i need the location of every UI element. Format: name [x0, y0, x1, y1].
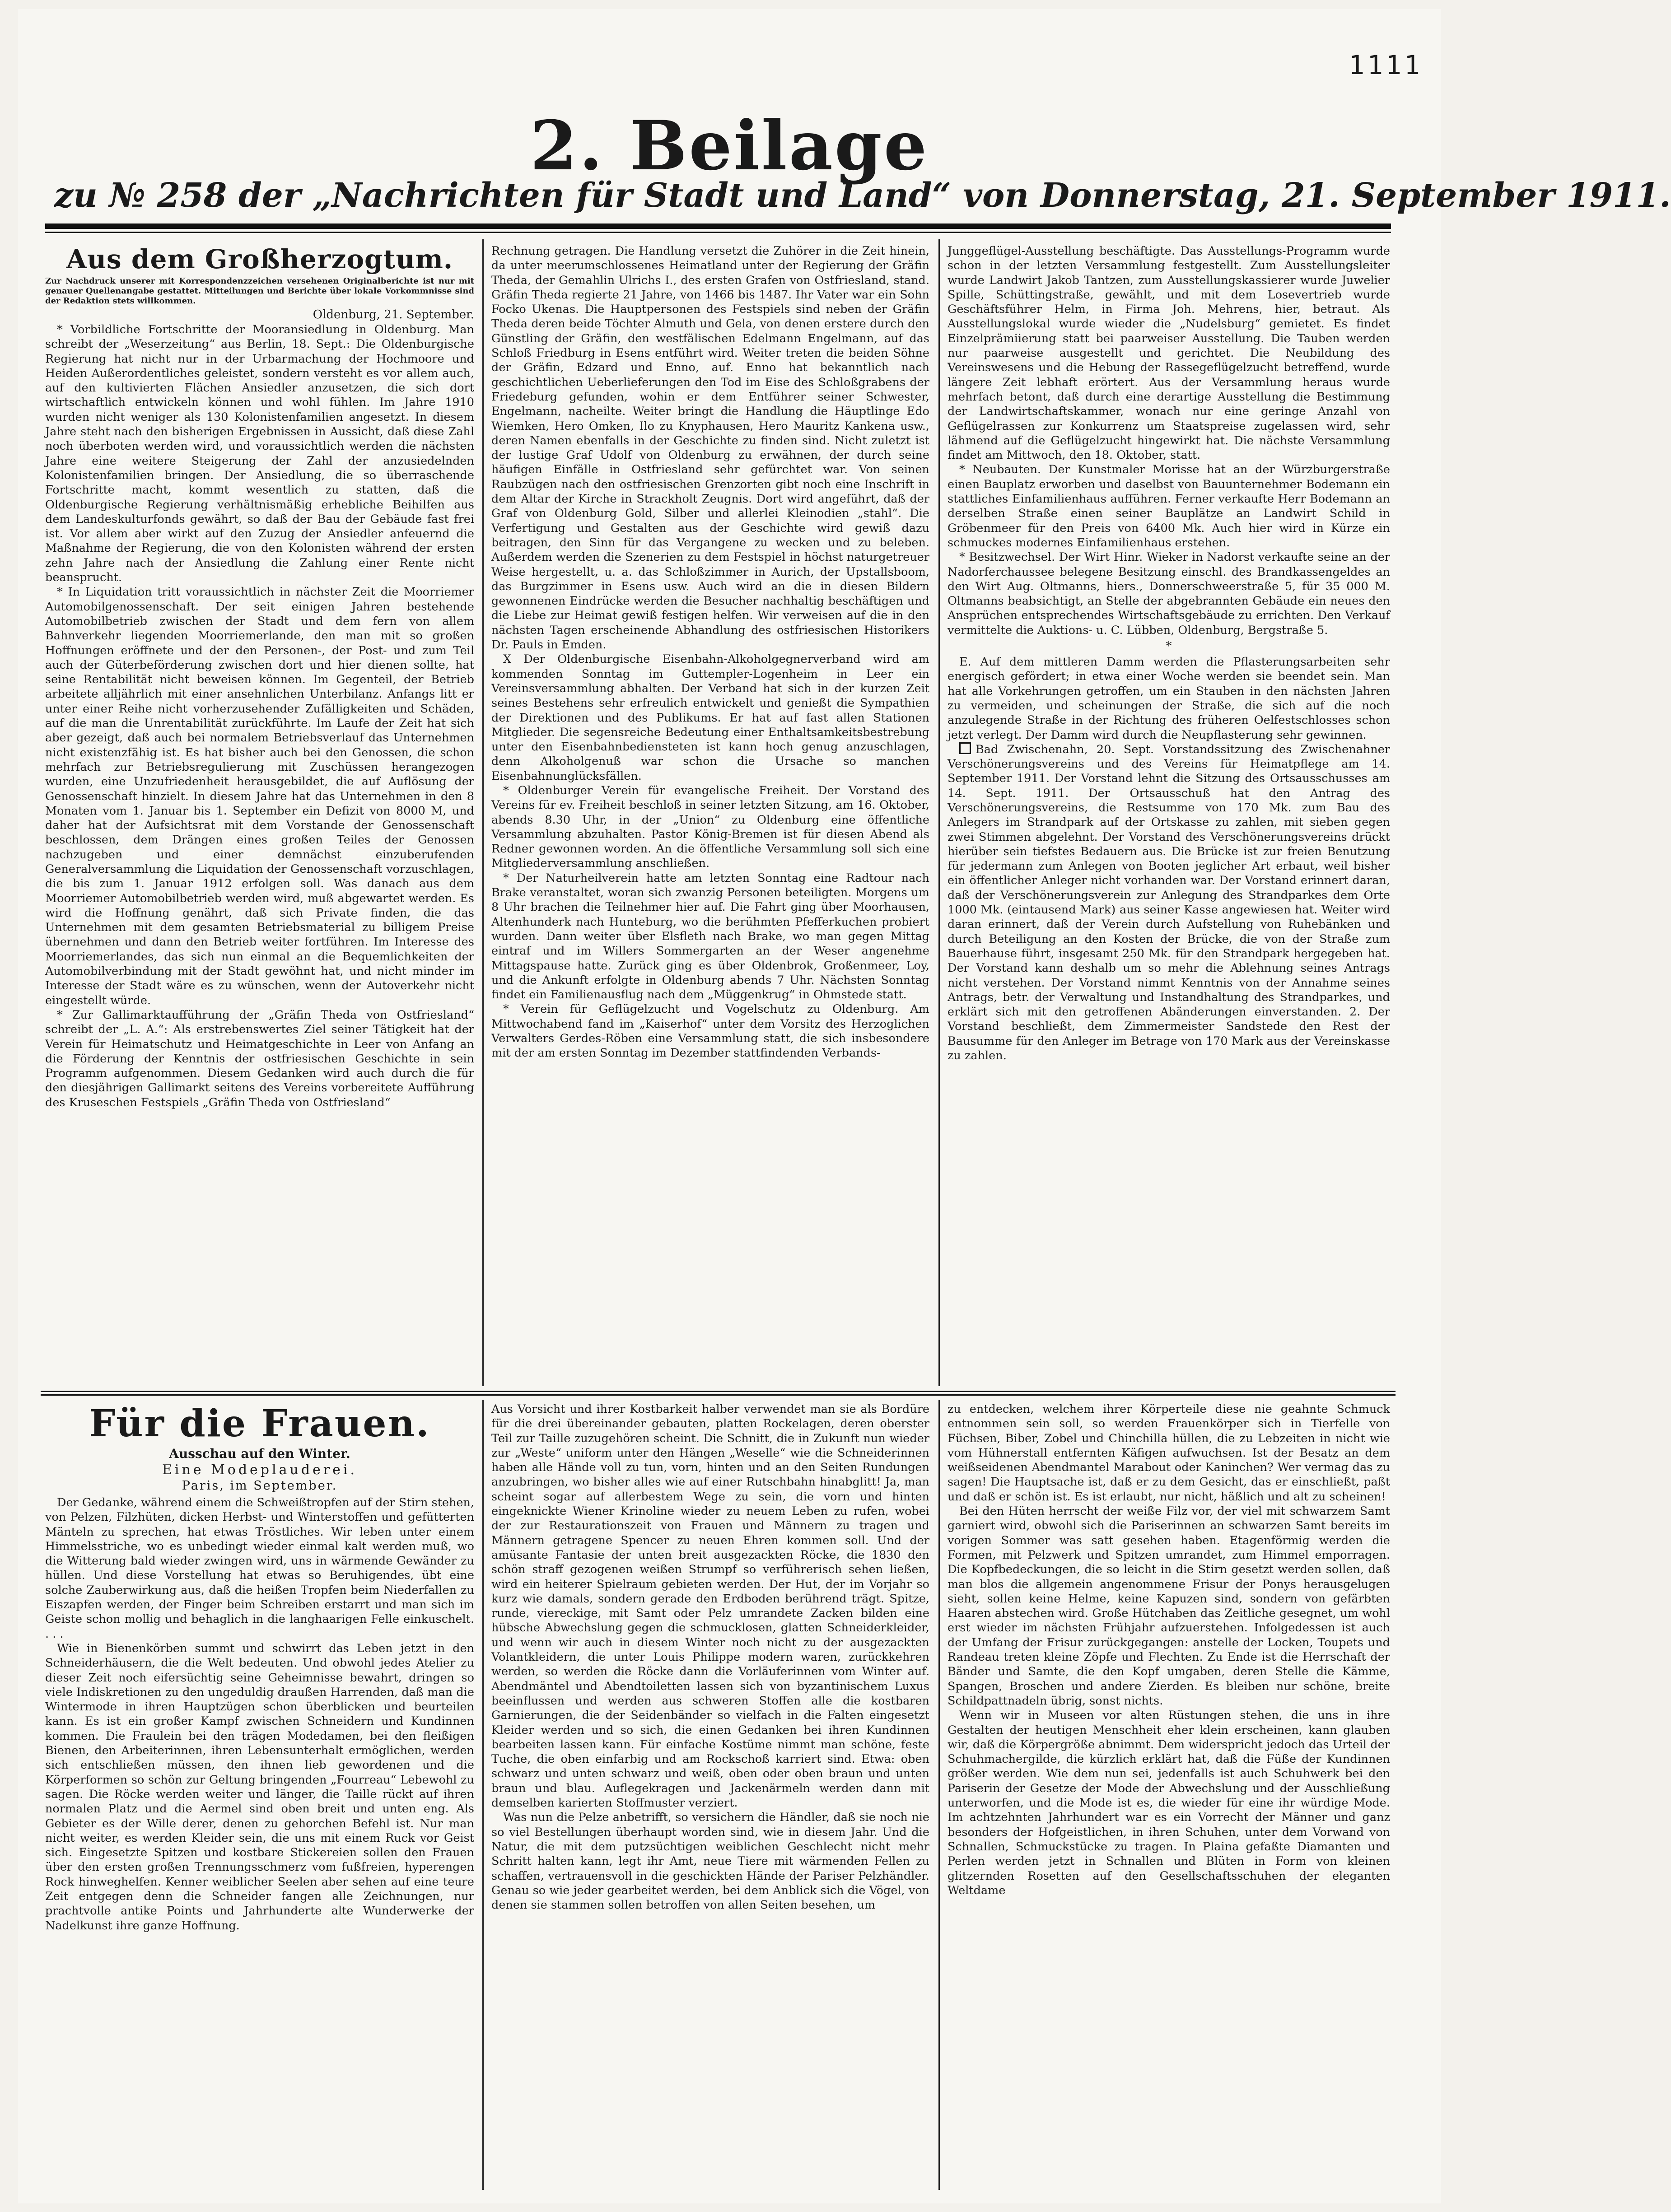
column-frauen-1: [45, 1402, 474, 2190]
article-paragraph: * Zur Gallimarktaufführung der „Gräfin Theda von Ostfriesland“ schreibt der „L. A.“: Als erstrebenswertes Ziel seiner Tätigkeit hat der Verein für Heimatschutz und Heimatgeschichte in Leer von Anfang an die Förderung der Kenntnis der ostfriesischen Geschichte in sein Programm aufgenommen. Diesem Gedanken wird auch durch die für den diesjährigen Gallimarkt seitens des Vereins vorbereitete Aufführung des Kruseschen Festspiels „Gräfin Theda von Ostfriesland“: [45, 1008, 474, 1109]
article-paragraph: Bei den Hüten herrscht der weiße Filz vor, der viel mit schwarzem Samt garniert wird, obwohl sich die Pariserinnen an schwarzen Samt bereits im vorigen Sommer was satt gesehen haben. Etagenförmig werden die Formen, mit Pelzwerk und Spitzen umrandet, zum Himmel emporragen. Die Kopfbedeckungen, die so leicht in die Stirn gesetzt werden sollen, daß man blos die allgemein angenommene Frisur der Ponys herausgelugen sieht, sollen keine Helme, keine Kapuzen sind, sondern von gefärbten Haaren abstechen wird. Große Hütchaben das Zeitliche gesegnet, um wohl erst wieder im nächsten Frühjahr aufzuerstehen. Infolgedessen ist auch der Umfang der Frisur zurückgegangen: anstelle der Locken, Toupets und Randeau treten kleine Zöpfe und Flechten. Zu Ende ist die Herrschaft der Bänder und Samte, die den Kopf umgaben, deren Stelle die Kämme, Spangen, Broschen und andere Zierden. Es bleiben nur schöne, breite Schildpattnadeln übrig, sonst nichts.: [948, 1504, 1390, 1708]
article-paragraph: Junggeflügel-Ausstellung beschäftigte. Das Ausstellungs-Programm wurde schon in der letzten Versammlung festgestellt. Zum Ausstellungsleiter wurde Landwirt Jakob Tantzen, zum Ausstellungskassierer wurde Juwelier Spille, Schüttingstraße, gewählt, und mit dem Losevertrieb wurde Geschäftsführer Helm, in Firma Joh. Mehrens, hier, betraut. Als Ausstellungslokal wurde wieder die „Nudelsburg“ gemietet. Es findet Einzelprämiierung statt bei paarweiser Ausstellung. Die Tauben werden nur paarweise ausgestellt und gerichtet. Die Neubildung des Vereinswesens und die Hebung der Rassegeflügelzucht betreffend, wurde längere Zeit lebhaft erörtert. Aus der Versammlung heraus wurde mehrfach betont, daß durch eine derartige Ausstellung die Bestimmung der Landwirtschaftskammer, wonach nur eine geringe Anzahl von Geflügelrassen zur Konkurrenz um Staatspreise zugelassen wird, sehr lähmend auf die Geflügelzucht hingewirkt hat. Die nächste Versammlung findet am Mittwoch, den 18. Oktober, statt.: [948, 244, 1390, 462]
column-divider: [938, 1400, 940, 2190]
dateline: Oldenburg, 21. September.: [313, 308, 474, 321]
square-box-icon: [959, 742, 971, 754]
newspaper-page: [18, 9, 1671, 2203]
column-divider: [482, 239, 484, 1386]
article-paragraph: * Oldenburger Verein für evangelische Freiheit. Der Vorstand des Vereins für ev. Freiheit beschloß in seiner letzten Sitzung, am 16. Oktober, abends 8.30 Uhr, in der „Union“ zu Oldenburg eine öffentliche Versammlung abzuhalten. Pastor König-Bremen ist für diesen Abend als Redner gewonnen worden. An die öffentliche Versammlung soll sich eine Mitgliederversammlung anschließen.: [491, 783, 929, 871]
article-paragraph: * In Liquidation tritt voraussichtlich in nächster Zeit die Moorriemer Automobilgenossenschaft. Der seit einigen Jahren bestehende Automobilbetrieb zwischen der Stadt und dem fern von allem Bahnverkehr liegenden Moorriemerlande, den man mit so großen Hoffnungen eröffnete und der den Personen-, der Post- und zum Teil auch der Güterbeförderung zwischen dort und hier dienen sollte, hat seine Rentabilität nicht beweisen können. Im Gegenteil, der Betrieb arbeitete alljährlich mit einer ansehnlichen Unterbilanz. Anfangs litt er unter einer Reihe nicht vorherzusehender Zufälligkeiten und Schäden, auf die man die Unrentabilität zurückführte. Im Laufe der Zeit hat sich aber gezeigt, daß auch bei normalem Betriebsverlauf das Unternehmen nicht existenzfähig ist. Es hat bisher auch bei den Genossen, die schon mehrfach zur Betriebsregulierung mit Zuschüssen herangezogen wurden, eine Unzufriedenheit herausgebildet, die auf Auflösung der Genossenschaft hinzielt. In diesem Jahre hat das Unternehmen in den 8 Monaten vom 1. Januar bis 1. September ein Defizit von 8000 M, und daher hat der Aufsichtsrat mit dem Vorstande der Genossenschaft beschlossen, dem Drängen eines großen Teiles der Genossen nachzugeben und einer demnächst einzuberufenden Generalversammlung die Liquidation der Genossenschaft vorzuschlagen, die bis zum 1. Januar 1912 erfolgen soll. Was danach aus dem Moorriemer Automobilbetrieb werden wird, muß abgewartet werden. Es wird die Hoffnung genährt, daß sich Private finden, die das Unternehmen mit dem gesamten Betriebsmaterial zu billigem Preise übernehmen und dann den Betrieb weiter fortführen. Im Interesse des Moorriemerlandes, das sich nun einmal an die Bequemlichkeiten der Automobilverbindung mit der Stadt gewöhnt hat, und nicht minder im Interesse der Stadt wäre es zu wünschen, wenn der Autoverkehr nicht eingestellt würde.: [45, 585, 474, 1007]
section-heading: Aus dem Großherzogtum.: [66, 244, 453, 275]
article-paragraph: * Vorbildliche Fortschritte der Mooransiedlung in Oldenburg. Man schreibt der „Weserzeitung“ aus Berlin, 18. Sept.: Die Oldenburgische Regierung hat nicht nur in der Urbarmachung der Hochmoore und Heiden Außerordentliches geleistet, sondern versteht es vor allem auch, auf den kultivierten Flächen Ansiedler anzusetzen, die sich dort wirtschaftlich entwickeln können und wohl fühlen. Im Jahre 1910 wurden nicht weniger als 130 Kolonistenfamilien angesetzt. In diesem Jahre steht nach den bisherigen Ergebnissen in Aussicht, daß diese Zahl noch überboten werden wird, und voraussichtlich werden die nächsten Jahre eine weitere Steigerung der Zahl der anzusiedelnden Kolonistenfamilien bringen. Der Ansiedlung, die so überraschende Fortschritte macht, kommt wesentlich zu statten, daß die Oldenburgische Regierung verhältnismäßig erhebliche Beihilfen aus dem Landeskulturfonds gewährt, so daß der Bau der Gebäude fast frei ist. Vor allem aber wirkt auf den Zuzug der Ansiedler anfeuernd die Maßnahme der Regierung, die von den Kolonisten während der ersten zehn Jahre nach der Ansiedlung die Zahlung einer Rente nicht beansprucht.: [45, 323, 474, 585]
article-text: Bad Zwischenahn, 20. Sept. Vorstandssitzung des Zwischenahner Verschönerungsvereins und des Vereins für Heimatpflege am 14. September 1911. Der Vorstand lehnt die Sitzung des Ortsausschusses am 14. Sept. 1911. Der Ortsausschuß hat den Antrag des Verschönerungsvereins, die Restsumme von 170 Mk. zum Bau des Anlegers im Strandpark auf der Ortskasse zu zahlen, mit sieben gegen zwei Stimmen abgelehnt. Der Vorstand des Verschönerungsvereins drückt hierüber sein tiefstes Bedauern aus. Die Brücke ist zur freien Benutzung für jedermann zum Anlegen von Booten jeglicher Art erbaut, weil bisher ein öffentlicher Anleger nicht vorhanden war. Der Vorstand erinnert daran, daß der Verschönerungsverein zur Anlegung des Strandparkes dem Orte 1000 Mk. (eintausend Mark) aus seiner Kasse angewiesen hat. Weiter wird daran erinnert, daß der Verein durch Aufstellung von Ruhebänken und durch Beteiligung an den Kosten der Brücke, die von der Straße zum Bauerhause führt, insgesamt 250 Mk. für den Strandpark hergegeben hat. Der Vorstand kann deshalb um so mehr die Ablehnung seines Antrags nicht verstehen. Der Vorstand nimmt Kenntnis von der Annahme seines Antrags, betr. der Verwaltung und Instandhaltung des Strandparkes, und erklärt sich mit den getroffenen Abänderungen einverstanden. 2. Der Vorstand beschließt, dem Zimmermeister Sandstede den Rest der Bausumme für den Anleger im Betrage von 170 Mark aus der Vereinskasse zu zahlen.: [948, 742, 1390, 1063]
article-paragraph: * Der Naturheilverein hatte am letzten Sonntag eine Radtour nach Brake veranstaltet, woran sich zwanzig Personen beteiligten. Morgens um 8 Uhr brachen die Teilnehmer hier auf. Die Fahrt ging über Moorhausen, Altenhunderk nach Hunteburg, wo die berühmten Pfefferkuchen probiert wurden. Dann weiter über Elsfleth nach Brake, wo man gegen Mittag eintraf und im Willers Sommergarten an der Weser angenehme Mittagspause hatte. Zurück ging es über Oldenbrok, Großenmeer, Loy, und die Ankunft erfolgte in Oldenburg abends 7 Uhr. Nächsten Sonntag findet ein Familienausflug nach dem „Müggenkrug“ in Ohmstede statt.: [491, 871, 929, 1002]
article-paragraph: * Verein für Geflügelzucht und Vogelschutz zu Oldenburg. Am Mittwochabend fand im „Kaiserhof“ unter dem Vorsitz des Herzoglichen Verwalters Gerdes-Röben eine Versammlung statt, die sich insbesondere mit der am ersten Sonntag im Dezember stattfindenden Verbands-: [491, 1002, 929, 1060]
header-rule: [45, 224, 1391, 229]
article-paragraph: zu entdecken, welchem ihrer Körperteile diese nie geahnte Schmuck entnommen sein soll, so werden Frauenkörper sich in Tierfelle von Füchsen, Biber, Zobel und Chinchilla hüllen, die zu Lebzeiten in nicht wie vom Hühnerstall entfernten Käfigen aufwuchsen. Ist der Besatz an dem weißseidenen Abendmantel Marabout oder Kaninchen? Wer vermag das zu sagen! Die Hauptsache ist, daß er zu dem Gesicht, das er einschließt, paßt und daß er schön ist. Es ist erlaubt, nur nicht, häßlich und alt zu scheinen!: [948, 1402, 1390, 1504]
article-paragraph: * Besitzwechsel. Der Wirt Hinr. Wieker in Nadorst verkaufte seine an der Nadorferchaussee belegene Besitzung einschl. des Brandkassengeldes an den Wirt Aug. Oltmanns, hiers., Donnerschweerstraße 5, für 35 000 M. Oltmanns beabsichtigt, an Stelle der abgebrannten Gebäude ein neues den Ansprüchen entsprechendes Wirtschaftsgebäude zu errichten. Den Verkauf vermittelte die Auktions- u. C. Lübben, Oldenburg, Bergstraße 5.: [948, 550, 1390, 637]
supplement-title: 2. Beilage: [530, 106, 929, 186]
section-rule: [41, 1391, 1396, 1392]
article-paragraph: * Neubauten. Der Kunstmaler Morisse hat an der Würzburgerstraße einen Bauplatz erworben und daselbst von Bauunternehmer Bodemann ein stattliches Einfamilienhaus aufführen. Ferner verkaufte Herr Bodemann an derselben Straße einen seiner Bauplätze an Landwirt Schild in Gröbenmeer für den Preis von 6400 Mk. Auch hier wird in Kürze ein schmuckes modernes Einfamilienhaus erstehen.: [948, 463, 1390, 550]
frauen-subheading: Eine Modeplauderei.: [162, 1462, 358, 1478]
column-divider: [482, 1400, 484, 2190]
column-middle: [491, 244, 929, 1382]
frauen-heading: Für die Frauen.: [89, 1402, 430, 1445]
column-divider: [938, 239, 940, 1386]
column-frauen-2: [491, 1402, 929, 2190]
article-paragraph: X Der Oldenburgische Eisenbahn-Alkoholgegnerverband wird am kommenden Sonntag im Guttempler-Logenheim in Leer ein Vereinsversammlung abhalten. Der Verband hat sich in der kurzen Zeit seines Bestehens sehr erfreulich entwickelt und genießt die Sympathien der Direktionen und des Publikums. Er hat auf fast allen Stationen Mitglieder. Die segensreiche Bedeutung einer Enthaltsamkeitsbestrebung unter den Eisenbahnbediensteten ist kann hoch genug anzuschlagen, denn Alkoholgenuß war schon die Ursache so manchen Eisenbahnunglücksfällen.: [491, 652, 929, 783]
column-right: [948, 244, 1390, 1382]
header-rule-thin: [45, 232, 1391, 233]
article-paragraph: Aus Vorsicht und ihrer Kostbarkeit halber verwendet man sie als Bordüre für die drei übereinander gebauten, platten Rockelagen, deren oberster Teil zur Taille zuzugehören scheint. Die Schnitt, die in Zukunft nun wieder zur „Weste“ uniform unter den Hängen „Weselle“ wie die Schneiderinnen haben alle Hände voll zu tun, vorn, hinten und an den Seiten Rundungen anzubringen, wo bisher alles wie auf einer Rutschbahn hinabglitt! Ja, man scheint sogar auf allerbestem Wege zu sein, die vorn und hinten eingeknickte Wiener Krinoline wieder zu neuem Leben zu rufen, wobei der zur Restaurationszeit von Frauen und Männern zu tragen und Männern getragene Spencer zu neuen Ehren kommen soll. Und der amüsante Fantasie der unten breit ausgezackten Röcke, die 1830 den schön straff gezogenen weißen Strumpf so verführerisch sehen ließen, wird ein heiterer Spielraum gebieten werden. Der Hut, der im Vorjahr so kurz wie damals, sondern gerade den Erdboden berührend trägt. Spitze, runde, viereckige, mit Samt oder Pelz umrandete Zacken bilden eine hübsche Abwechslung gegen die schmucklosen, glatten Schneiderkleider, und wenn wir auch in diesem Winter noch nicht zu der ausgezackten Volantkleidern, die unter Louis Philippe modern waren, zurückkehren werden, so werden die Röcke dann die Vorläuferinnen vom Winter auf. Abendmäntel und Abendtoiletten lassen sich von byzantinischem Luxus beeinflussen und werden aus schweren Stoffen alle die kostbaren Garnierungen, die der Seidenbänder so vielfach in die Falten eingesetzt Kleider werden und so sich, die einen Gedanken bei ihren Kundinnen bearbeiten lassen kann. Für einfache Kostüme nimmt man schöne, feste Tuche, die oben einfarbig und am Rockschoß karriert sind. Etwa: oben schwarz und unten schwarz und weiß, oben oder oben braun und unten braun und blau. Auflegekragen und Jackenärmeln werden dann mit demselben karierten Stoffmuster verziert.: [491, 1402, 929, 1810]
article-paragraph: Wie in Bienenkörben summt und schwirrt das Leben jetzt in den Schneiderhäusern, die die Welt bedeuten. Und obwohl jedes Atelier zu dieser Zeit noch eifersüchtig seine Geheimnisse bewahrt, dringen so viele Indiskretionen zu den ungeduldig draußen Harrenden, daß man die Wintermode in ihren Hauptzügen schon überblicken und beurteilen kann. Es ist ein großer Kampf zwischen Schneidern und Kundinnen kommen. Die Fraulein bei den trägen Modedamen, bei den fleißigen Bienen, den Arbeiterinnen, ihren Lebensunterhalt ermöglichen, werden sich entschließen müssen, den ihnen lieb gewordenen und die Körperformen so schön zur Geltung bringenden „Fourreau“ Lebewohl zu sagen. Die Röcke werden weiter und länger, die Taille rückt auf ihren normalen Platz und die Aermel sind oben breit und unten eng. Als Gebieter es der Wille derer, denen zu gehorchen Befehl ist. Nur man nicht weiter, es werden Kleider sein, die uns mit einem Ruck vor Geist sich. Eingesetzte Spitzen und kostbare Stickereien sollen den Frauen über den ersten großen Trennungsschmerz vom fußfreien, hyperengen Rock hinweghelfen. Kenner weiblicher Seelen aber sehen auf eine teure Zeit entgegen denn die Schneider fangen alle Zeichnungen, nur prachtvolle antike Points und Jahrhunderte alte Wunderwerke der Nadelkunst ihre ganze Hoffnung.: [45, 1641, 474, 1933]
article-paragraph: Der Gedanke, während einem die Schweißtropfen auf der Stirn stehen, von Pelzen, Filzhüten, dicken Herbst- und Winterstoffen und gefütterten Mänteln zu sprechen, hat etwas Tröstliches. Wir leben unter einem Himmelsstriche, wo es unbedingt wieder einmal kalt werden muß, wo die Witterung bald wieder zwingen wird, uns in wärmende Gewänder zu hüllen. Und diese Vorstellung hat etwas so Beruhigendes, übt eine solche Zauberwirkung aus, daß die heißen Tropfen beim Niederfallen zu Eiszapfen werden, der Finger beim Schreiben erstarrt und man sich im Geiste schon mollig und behaglich in die langhaarigen Felle einkuschelt. . . .: [45, 1496, 474, 1641]
reprint-note: Zur Nachdruck unserer mit Korrespondenzzeichen versehenen Originalberichte ist nur mit genauer Quellenangabe gestattet. Mitteilungen und Berichte über lokale Vorkommnisse sind der Redaktion stets willkommen.: [45, 276, 474, 306]
frauen-subheading: Ausschau auf den Winter.: [169, 1446, 350, 1461]
article-paragraph: Wenn wir in Museen vor alten Rüstungen stehen, die uns in ihre Gestalten der heutigen Menschheit eher klein erscheinen, kann glauben wir, daß die Körpergröße abnimmt. Dem widerspricht jedoch das Urteil der Schuhmachergilde, die kürzlich erklärt hat, daß die Füße der Kundinnen größer werden. Wie dem nun sei, jedenfalls ist auch Schuhwerk bei den Pariserin der Gesetze der Mode der Abwechslung und der Ausschließung unterworfen, und die Mode ist es, die wieder für eine ihr würdige Mode. Im achtzehnten Jahrhundert war es ein Vorrecht der Männer und ganz besonders der Hofgeistlichen, in ihren Schuhen, unter dem Vorwand von Schnallen, Schmuckstücke zu tragen. In Plaina gefaßte Diamanten und Perlen werden jetzt in Schnallen und Blüten in Form von kleinen glitzernden Rosetten auf den Gesellschaftsschuhen der eleganten Weltdame: [948, 1709, 1390, 1897]
column-grossherzogtum: [45, 244, 474, 1382]
article-paragraph: Was nun die Pelze anbetrifft, so versichern die Händler, daß sie noch nie so viel Bestellungen überhaupt worden sind, wie in diesem Jahr. Und die Natur, die mit dem putzsüchtigen weiblichen Geschlecht nicht mehr Schritt halten kann, legt ihr Amt, neue Tiere mit wärmenden Fellen zu schaffen, vertrauensvoll in die geschickten Hände der Pariser Pelzhändler. Genau so wie jeder gearbeitet werden, bei dem Anblick sich die Vögel, von denen sie stammen sollen betroffen von allen Seiten besehen, um: [491, 1811, 929, 1912]
page-mark: 1111: [1349, 50, 1423, 80]
frauen-dateline: Paris, im September.: [182, 1479, 338, 1493]
article-paragraph: [948, 742, 1390, 1063]
section-star-icon: *: [1166, 639, 1172, 653]
supplement-subtitle: zu № 258 der „Nachrichten für Stadt und Land“ von Donnerstag, 21. September 1911.: [54, 176, 1671, 215]
article-paragraph: E. Auf dem mittleren Damm werden die Pflasterungsarbeiten sehr energisch gefördert; in etwa einer Woche werden sie beendet sein. Man hat alle Vorkehrungen getroffen, um ein Stauben in den nächsten Jahren zu vermeiden, und scheinungen der Straße, die sich auf die noch anzulegende Straße in der Richtung des früheren Oelfestschlosses schon jetzt verlegt. Der Damm wird durch die Neupflasterung sehr gewinnen.: [948, 655, 1390, 742]
article-paragraph: Rechnung getragen. Die Handlung versetzt die Zuhörer in die Zeit hinein, da unter meerumschlossenes Heimatland unter der Regierung der Gräfin Theda, der Gemahlin Ulrichs I., des ersten Grafen von Ostfriesland, stand. Gräfin Theda regierte 21 Jahre, von 1466 bis 1487. Ihr Vater war ein Sohn Focko Ukenas. Die Hauptpersonen des Festspiels sind neben der Gräfin Theda deren beide Töchter Almuth und Gela, von denen erstere durch den Günstling der Gräfin, den westfälischen Edelmann Engelmann, auf das Schloß Friedburg in Esens entführt wird. Weiter treten die beiden Söhne der Gräfin, Edzard und Enno, auf. Enno hat bekanntlich nach geschichtlichen Ueberlieferungen den Tod im Eise des Schloßgrabens der Friedeburg gefunden, wohin er dem Entführer seiner Schwester, Engelmann, nacheilte. Weiter bringt die Handlung die Häuptlinge Edo Wiemken, Hero Omken, Ilo zu Knyphausen, Hero Mauritz Kankena usw., deren Namen ebenfalls in der Geschichte zu finden sind. Nicht zuletzt ist der lustige Graf Udolf von Oldenburg zu erwähnen, der durch seine häufigen Einfälle in Ostfriesland sehr gefürchtet war. Von seinen Raubzügen nach den ostfriesischen Grenzorten gibt noch eine Inschrift in dem Altar der Kirche in Strackholt Zeugnis. Dort wird angeführt, daß der Graf von Oldenburg Gold, Silber und allerlei Kleinodien „stahl“. Die Verfertigung und Gestalten aus der Geschichte wird gewiß dazu beitragen, den Sinn für das Vergangene zu wecken und zu beleben. Außerdem werden die Szenerien zu dem Festspiel in höchst naturgetreuer Weise hergestellt, u. a. das Schloßzimmer in Aurich, der Upstallsboom, das Burgzimmer in Esens usw. Auch wird an die in diesen Bildern gewonnenen Eindrücke werden die Besucher nachhaltig beschäftigen und die Liebe zur Heimat gewiß festigen helfen. Wir verweisen auf die in den nächsten Tagen erscheinende Abhandlung des ostfriesischen Historikers Dr. Pauls in Emden.: [491, 244, 929, 652]
column-frauen-3: [948, 1402, 1390, 2190]
section-rule: [41, 1394, 1396, 1396]
